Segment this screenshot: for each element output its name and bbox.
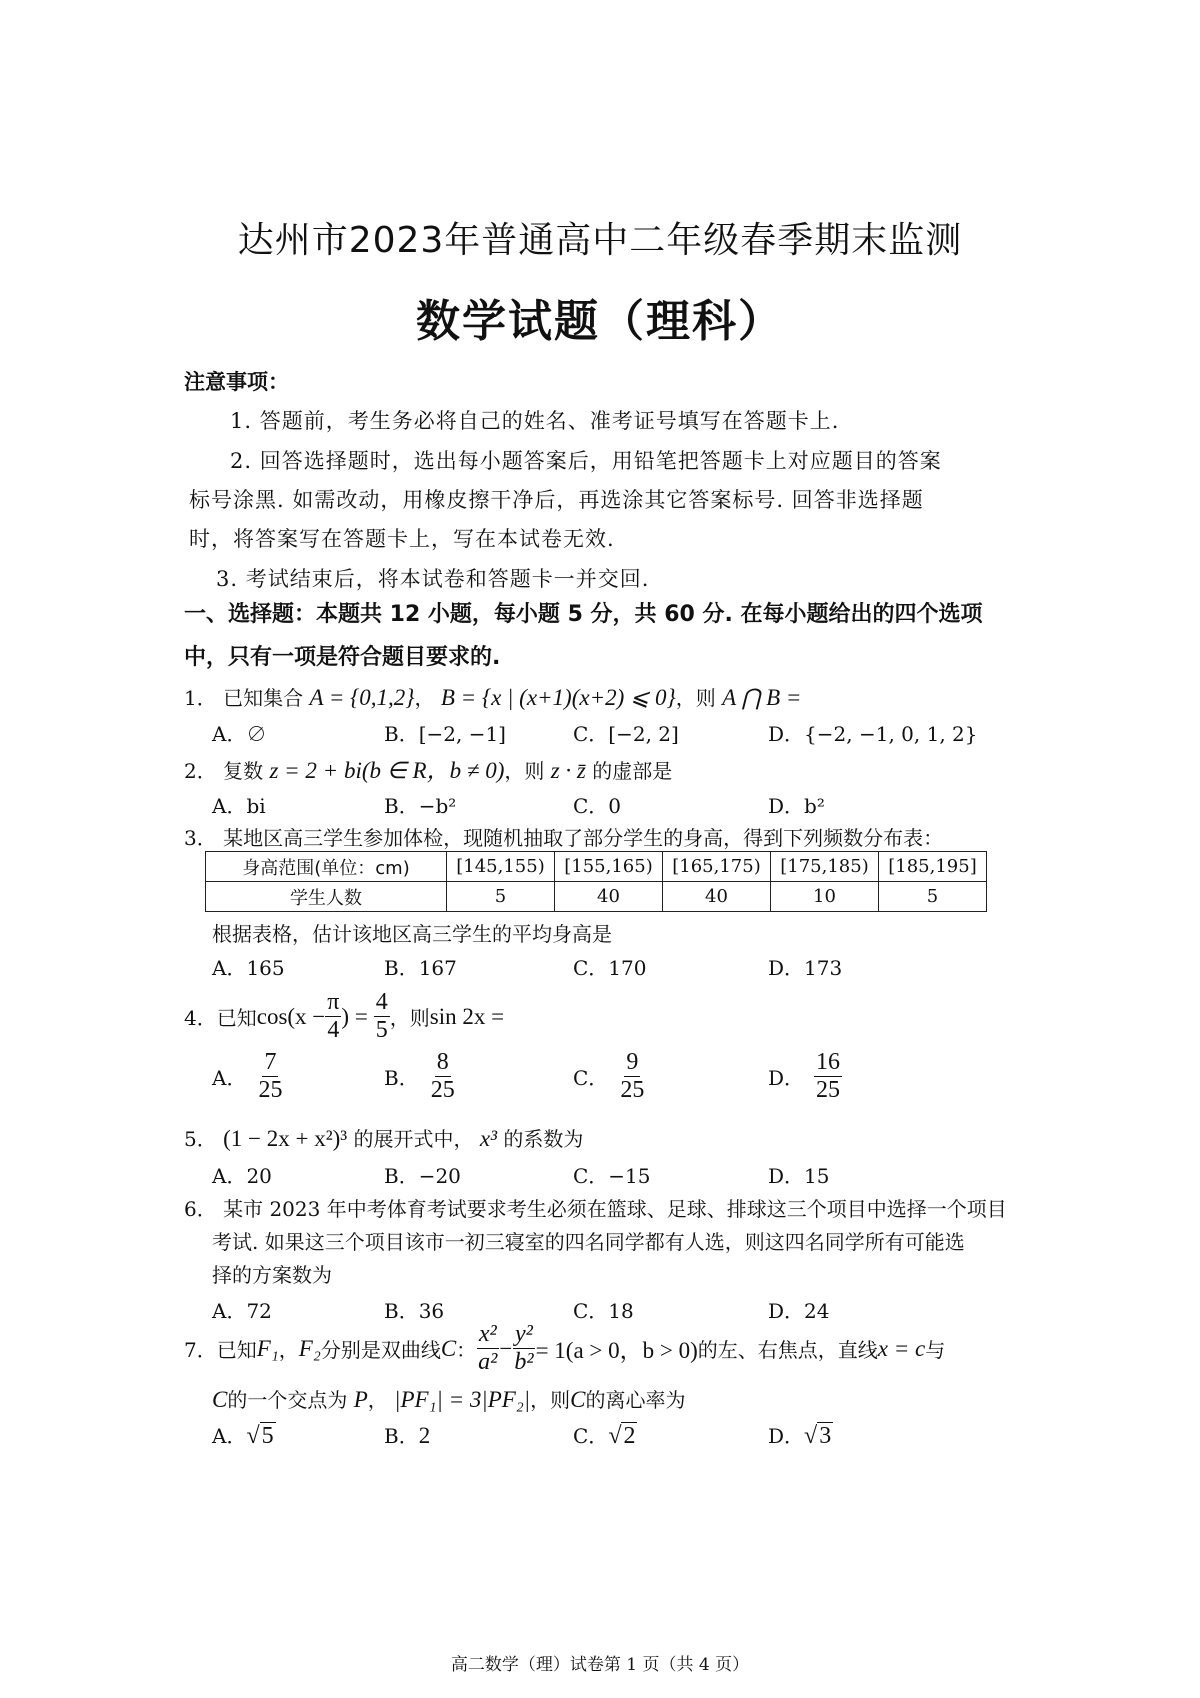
- sqrt: √3: [804, 1423, 832, 1449]
- option-b: B．167: [384, 956, 457, 980]
- notice-line-1: 1. 答题前，考生务必将自己的姓名、准考证号填写在答题卡上.: [230, 409, 840, 433]
- option-d: D．b²: [768, 794, 825, 818]
- notice-line-2a: 2. 回答选择题时，选出每小题答案后，用铅笔把答题卡上对应题目的答案: [230, 449, 942, 473]
- math-expression: x³: [479, 1126, 497, 1151]
- option-b: B．2: [384, 1423, 431, 1448]
- question-text: ，则: [504, 759, 545, 783]
- math-expression: = 1(a > 0，b > 0): [535, 1338, 698, 1364]
- option-c: C．−15: [573, 1164, 651, 1188]
- fraction: $\frac{9}{25}$: [620, 1049, 645, 1104]
- section-heading-line-1: 一、选择题：本题共 12 小题，每小题 5 分，共 60 分. 在每小题给出的四个选项: [184, 602, 983, 627]
- math-expression: A = {0,1,2}: [309, 685, 415, 710]
- question-text: ，则: [389, 1006, 430, 1031]
- question-6-line-3: 择的方案数为: [212, 1263, 332, 1287]
- question-text: 的展开式中，: [353, 1127, 474, 1151]
- option-b: B． $\frac{8}{25}$: [384, 1049, 455, 1104]
- table-cell: [145,155): [447, 852, 555, 882]
- math-expression: z · z̄: [550, 758, 586, 783]
- question-6: [184, 1193, 1007, 1222]
- option-a: A．20: [212, 1164, 272, 1188]
- question-number: 2．: [184, 759, 217, 783]
- question-text: ，则: [675, 686, 716, 710]
- question-1: 1． 已知集合 A = {0,1,2}， B = {x | (x+1)(x+2) ⩽ 0}，则 A ⋂ B =: [184, 685, 802, 710]
- question-text: 某市 2023 年中考体育考试要求考生必须在篮球、足球、排球这三个项目中选择一个项目: [223, 1197, 1007, 1221]
- table-header-cell: 学生人数: [206, 882, 447, 912]
- question-6-line-2: 考试. 如果这三个项目该市一初三寝室的四名同学都有人选，则这四名同学所有可能选: [212, 1230, 965, 1254]
- question-7: 7． 已知 F₁ ， F₂ 分别是双曲线 C ： $\frac{\text{x²}}{\text{a²}}$ − $\frac{\text{y²}}{\text{b²}}$ = 1(a > 0，b > 0) 的左、右焦点，直线 x = c 与: [184, 1321, 946, 1376]
- question-number: 5．: [184, 1127, 217, 1151]
- table-row: [206, 852, 987, 882]
- math-expression: z = 2 + bi(b ∈ R，b ≠ 0): [269, 758, 505, 783]
- option-b: B．−20: [384, 1164, 461, 1188]
- question-number: 4．: [184, 1006, 217, 1031]
- notice-line-3: 3. 考试结束后，将本试卷和答题卡一并交回.: [216, 567, 650, 591]
- exam-title: 达州市2023年普通高中二年级春季期末监测: [237, 220, 963, 261]
- option-b: B．−b²: [384, 794, 457, 818]
- option-d: D． $\frac{16}{25}$: [768, 1049, 841, 1104]
- fraction: $\frac{\pi}{4}$: [327, 989, 340, 1044]
- table-cell: 40: [663, 882, 771, 912]
- option-a: A．bi: [212, 794, 266, 818]
- option-c: C．[−2, 2]: [573, 722, 679, 746]
- question-3-prompt: 根据表格，估计该地区高三学生的平均身高是: [212, 922, 612, 946]
- notice-heading: 注意事项：: [184, 370, 289, 394]
- section-heading-line-2: 中，只有一项是符合题目要求的.: [184, 645, 501, 670]
- math-expression: x = c: [877, 1335, 926, 1361]
- table-cell: [165,175): [663, 852, 771, 882]
- option-d: D．√3: [768, 1423, 832, 1449]
- sqrt: √2: [608, 1423, 636, 1449]
- question-number: 6．: [184, 1197, 217, 1221]
- math-expression: F₂: [298, 1335, 321, 1361]
- fraction: $\frac{8}{25}$: [430, 1049, 455, 1104]
- table-cell: [175,185): [771, 852, 879, 882]
- option-a: A．72: [212, 1299, 272, 1323]
- question-number: 3．: [184, 826, 217, 850]
- math-expression: cos(x −: [256, 1003, 326, 1029]
- option-d: D．{−2, −1, 0, 1, 2}: [768, 722, 978, 746]
- page-footer: 高二数学（理）试卷第 1 页（共 4 页）: [450, 1655, 750, 1675]
- table-header-cell: 身高范围(单位：cm): [206, 852, 447, 882]
- math-expression: |PF₁| = 3|PF₂|: [394, 1387, 531, 1412]
- option-a: A．∅: [212, 722, 267, 746]
- option-d: D．24: [768, 1299, 830, 1323]
- math-expression: F₁: [256, 1335, 279, 1361]
- math-expression: B = {x | (x+1)(x+2) ⩽ 0}: [440, 685, 676, 710]
- option-a: A．165: [212, 956, 285, 980]
- option-c: C．0: [573, 794, 622, 818]
- math-expression: ) =: [341, 1003, 368, 1029]
- table-cell: 40: [555, 882, 663, 912]
- fraction: $\frac{\text{y²}}{\text{b²}}$: [514, 1321, 534, 1376]
- question-text: 与: [925, 1338, 946, 1363]
- sqrt: √5: [246, 1423, 274, 1449]
- option-a: A．√5: [212, 1423, 274, 1449]
- question-number: 7．: [184, 1338, 217, 1363]
- notice-line-2c: 时，将答案写在答题卡上，写在本试卷无效.: [189, 527, 615, 551]
- option-c: C．18: [573, 1299, 634, 1323]
- table-cell: 5: [447, 882, 555, 912]
- question-text: 复数: [223, 759, 264, 783]
- question-text: 已知: [216, 1006, 257, 1031]
- question-text: 分别是双曲线: [320, 1338, 441, 1363]
- fraction: $\frac{4}{5}$: [375, 989, 388, 1044]
- option-c: C．170: [573, 956, 647, 980]
- question-number: 1．: [184, 686, 217, 710]
- question-text: 已知: [216, 1338, 257, 1363]
- question-2: [184, 752, 672, 785]
- option-b: B．36: [384, 1299, 445, 1323]
- question-3: [184, 822, 943, 851]
- option-b: B．[−2, −1]: [384, 722, 506, 746]
- question-text: 的左、右焦点，直线: [697, 1338, 878, 1363]
- math-expression: C: [440, 1335, 457, 1361]
- notice-line-2b: 标号涂黑. 如需改动，用橡皮擦干净后，再选涂其它答案标号. 回答非选择题: [189, 488, 924, 512]
- option-c: C． $\frac{9}{25}$: [573, 1049, 645, 1104]
- question-7-line-2: C的一个交点为 P， |PF₁| = 3|PF₂|，则C的离心率为: [212, 1387, 686, 1412]
- option-d: D．173: [768, 956, 843, 980]
- option-d: D．15: [768, 1164, 830, 1188]
- table-cell: 10: [771, 882, 879, 912]
- table-cell: [155,165): [555, 852, 663, 882]
- table-cell: 5: [879, 882, 987, 912]
- question-text: 某地区高三学生参加体检，现随机抽取了部分学生的身高，得到下列频数分布表：: [223, 826, 944, 850]
- table-cell: [185,195]: [879, 852, 987, 882]
- question-text: 的虚部是: [592, 759, 673, 783]
- exam-subtitle: 数学试题（理科）: [416, 296, 784, 347]
- math-expression: sin 2x =: [429, 1003, 505, 1029]
- math-expression: (1 − 2x + x²)³: [223, 1126, 348, 1151]
- question-text: 已知集合: [223, 686, 304, 710]
- fraction: $\frac{\text{x²}}{\text{a²}}$: [478, 1321, 498, 1376]
- fraction: $\frac{16}{25}$: [816, 1049, 841, 1104]
- question-4: [184, 990, 504, 1043]
- table-row: [206, 882, 987, 912]
- frequency-table: [205, 851, 987, 912]
- question-5: [184, 1123, 583, 1152]
- fraction: $\frac{7}{25}$: [258, 1049, 283, 1104]
- question-text: 的系数为: [503, 1127, 584, 1151]
- option-a: A． $\frac{7}{25}$: [212, 1049, 283, 1104]
- math-expression: A ⋂ B =: [722, 685, 802, 710]
- option-c: C．√2: [573, 1423, 636, 1449]
